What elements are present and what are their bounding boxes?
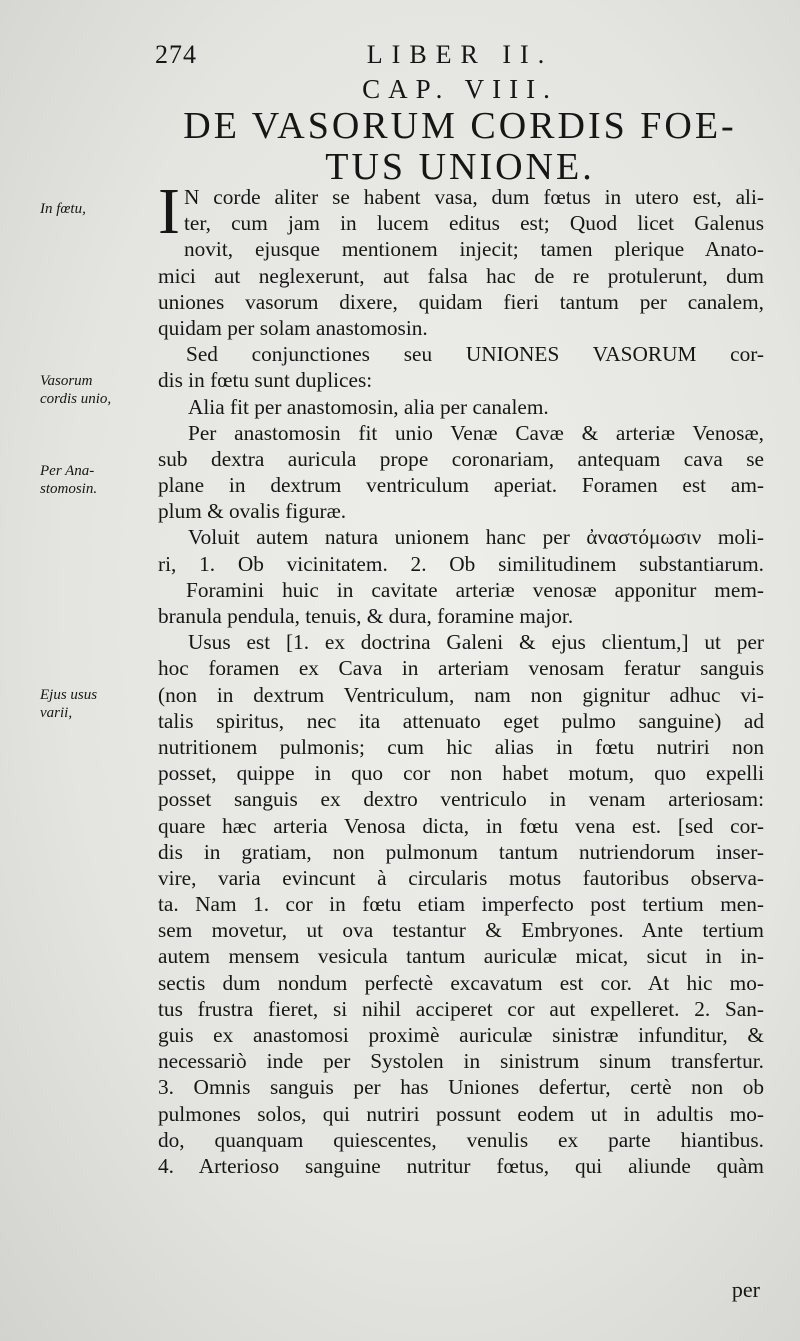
text-line: plane in dextrum ventriculum aperiat. Foramen est am-	[158, 473, 764, 498]
text-line: 3. Omnis sanguis per has Uniones defertur, certè non ob	[158, 1075, 764, 1100]
text-line: autem mensem vesicula tantum auriculæ micat, sicut in in-	[158, 944, 764, 969]
page-number: 274	[155, 40, 197, 69]
text-line: hoc foramen ex Cava in arteriam venosam feratur sanguis	[158, 656, 764, 681]
chapter-title	[155, 106, 765, 188]
text-line: plum & ovalis figuræ.	[158, 499, 347, 524]
text-line: Alia fit per anastomosin, alia per canalem.	[188, 394, 549, 419]
margin-note-line: Ejus usus	[40, 687, 98, 703]
page-header	[155, 40, 765, 74]
text-line: dis in fœtu sunt duplices:	[158, 368, 373, 393]
margin-note	[40, 200, 152, 218]
text-line: Sed conjunctiones seu UNIONES VASORUM cor-	[186, 342, 764, 367]
text-line: Voluit autem natura unionem hanc per ἀναστόμωσιν moli-	[188, 525, 764, 550]
body-text	[158, 175, 764, 1179]
text-line: pulmones solos, qui nutriri possunt eodem ut in adultis mo-	[158, 1101, 764, 1126]
text-line: N corde aliter se habent vasa, dum fœtus in utero est, ali-	[183, 185, 764, 209]
text-line: do, quanquam quiescentes, venulis ex parte hiantibus.	[158, 1127, 764, 1152]
text-line: 4. Arterioso sanguine nutritur fœtus, qui aliunde quàm	[158, 1153, 764, 1178]
text-line: Foramini huic in cavitate arteriæ venosæ apponitur mem-	[186, 577, 764, 602]
text-line: sub dextra auricula prope coronariam, antequam cava se	[158, 446, 764, 471]
text-line: ri, 1. Ob vicinitatem. 2. Ob similitudinem substantiarum.	[158, 551, 764, 576]
text-line: posset sanguis ex dextro ventriculo in venam arteriosam:	[158, 787, 764, 812]
text-line: sem movetur, ut ova testantur & Embryones. Ante tertium	[158, 918, 764, 943]
chapter-number: CAP. VIII.	[362, 74, 558, 104]
margin-note-line: varii,	[40, 705, 73, 721]
text-line: quidam per solam anastomosin.	[158, 315, 428, 340]
text-line: Usus est [1. ex doctrina Galeni & ejus clientum,] ut per	[188, 630, 764, 655]
text-line: sectis dum nondum perfectè excavatum est cor. At hic mo-	[158, 970, 764, 995]
margin-note-line: Vasorum	[40, 373, 93, 389]
text-line: dis in gratiam, non pulmonum tantum nutriendorum inser-	[158, 839, 764, 864]
text-line: vire, varia evincunt à circularis motus fautoribus observa-	[158, 865, 764, 890]
margin-note	[40, 462, 152, 498]
text-line: Per anastomosin fit unio Venæ Cavæ & arteriæ Venosæ,	[188, 420, 764, 445]
margin-note-line: Per Ana-	[40, 463, 95, 479]
margin-note-line: In fœtu,	[40, 201, 86, 217]
chapter-title-line: TUS UNIONE.	[325, 146, 595, 188]
text-line: necessariò inde per Systolen in sinistrum sinum transfertur.	[158, 1049, 764, 1074]
catchword: per	[731, 1277, 760, 1302]
text-line: quare hæc arteria Venosa dicta, in fœtu vena est. [sed cor-	[158, 813, 764, 838]
text-line: posset, quippe in quo cor non habet motum, quo expelli	[158, 761, 764, 786]
text-line: talis spiritus, nec ita attenuato eget pulmo sanguine) ad	[158, 708, 764, 733]
margin-note	[40, 372, 152, 408]
text-line: ta. Nam 1. cor in fœtu etiam imperfecto post tertium men-	[158, 892, 764, 917]
chapter-title-line: DE VASORUM CORDIS FOE-	[183, 105, 737, 147]
text-line: novit, ejusque mentionem injecit; tamen plerique Anato-	[183, 237, 764, 262]
margin-note-line: cordis unio,	[40, 391, 112, 407]
margin-note	[40, 686, 152, 722]
text-line: ter, cum jam in lucem editus est; Quod licet Galenus	[183, 211, 764, 236]
margin-note-line: stomosin.	[40, 481, 98, 497]
text-line: branula pendula, tenuis, & dura, foramine major.	[158, 604, 574, 628]
running-head: LIBER II.	[366, 40, 554, 69]
text-line: tus frustra fieret, si nihil acciperet cor aut expelleret. 2. San-	[158, 996, 764, 1021]
text-line: (non in dextrum Ventriculum, nam non gignitur adhuc vi-	[158, 682, 764, 707]
text-line: guis ex anastomosi proximè auriculæ sinistræ infunditur, &	[158, 1023, 764, 1047]
drop-cap: I	[158, 175, 180, 248]
text-line: uniones vasorum dixere, quidam fieri tantum per canalem,	[158, 289, 764, 314]
text-line: mici aut neglexerunt, aut falsa hac de re protulerunt, dum	[158, 263, 764, 288]
text-line: nutritionem pulmonis; cum hic alias in fœtu nutriri non	[158, 734, 764, 759]
